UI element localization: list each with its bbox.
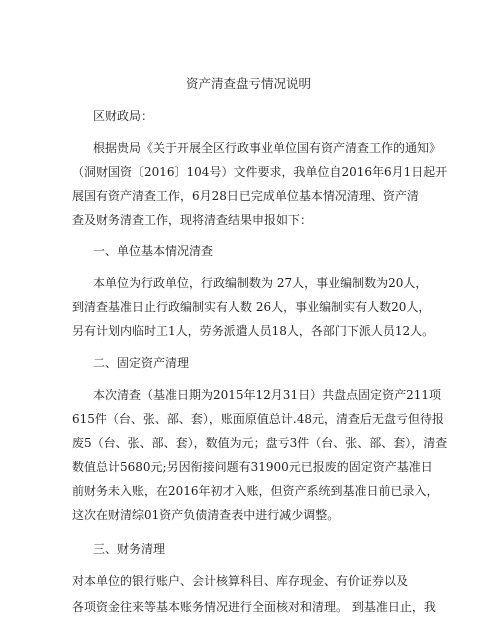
section1-line-2: 到清查基准日止行政编制实有人数 26人，事业编制实有人数20人，	[72, 300, 431, 314]
section1-heading: 一、单位基本情况清查	[93, 244, 214, 258]
section2-line-3: 废5（台、张、部、套），数值为元；盘亏3件（台、张、部、套），清查	[72, 436, 448, 450]
section3-heading: 三、财务清理	[93, 542, 166, 556]
salutation: 区财政局：	[93, 109, 154, 123]
document-title: 资产清查盘亏情况说明	[186, 76, 312, 91]
section3-line-1: 对本单位的银行账户、会计核算科目、库存现金、有价证券以及	[72, 574, 409, 588]
intro-line-3: 展国有资产清查工作，6月28日已完成单位基本情况清理、资产清	[72, 189, 419, 203]
section2-line-4: 数值总计5680元;另因衔接问题有31900元已报废的固定资产基准日	[72, 460, 433, 474]
section3-line-2: 各项资金往来等基本账务情况进行全面核对和清理。 到基准日止，我	[72, 600, 436, 614]
section2-line-2: 615件（台、张、部、套），账面原值总计.48元，清查后无盘亏但待报	[72, 412, 444, 426]
section2-heading: 二、固定资产清理	[93, 356, 190, 370]
section1-line-3: 另有计划内临时工1人，劳务派遣人员18人，各部门下派人员12人。	[72, 324, 435, 338]
section2-line-6: 这次在财清综01资产负债清查表中进行减少调整。	[72, 508, 340, 522]
section2-line-1: 本次清查（基准日期为2015年12月31日）共盘点固定资产211项	[93, 388, 441, 402]
intro-line-1: 根据贵局《关于开展全区行政事业单位国有资产清查工作的通知》	[93, 141, 442, 155]
intro-line-2: （洞财国资〔2016〕104号）文件要求，我单位自2016年6月1日起开	[72, 165, 448, 179]
section1-line-1: 本单位为行政单位，行政编制数为 27人，事业编制数为20人，	[93, 276, 428, 290]
intro-line-4: 查及财务清查工作，现将清查结果申报如下：	[72, 213, 313, 227]
section2-line-5: 前财务未入账，在2016年初才入账，但资产系统到基准日前已录入，	[72, 484, 439, 498]
